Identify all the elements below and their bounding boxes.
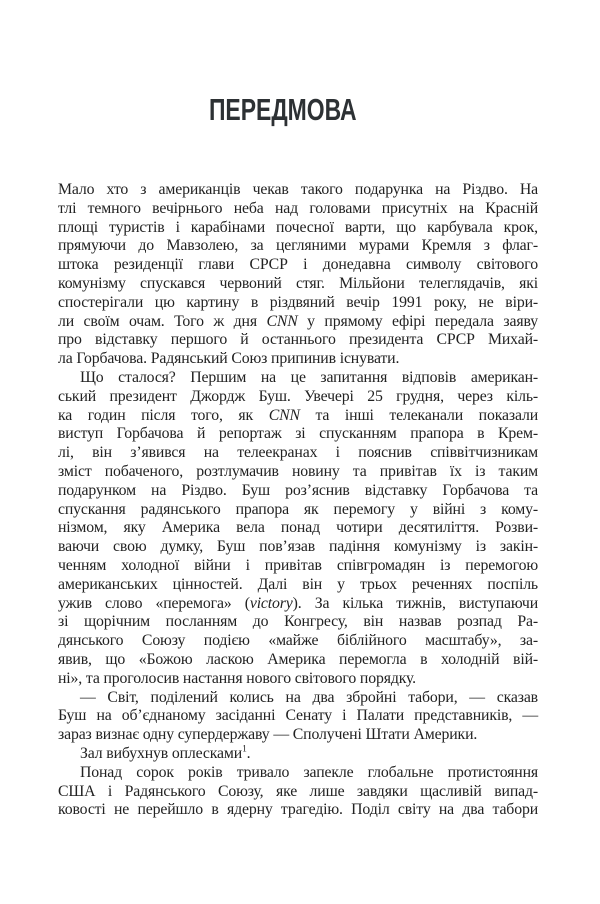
- italic-text: CNN: [266, 312, 298, 330]
- page-body: [58, 181, 538, 820]
- text-line: [58, 294, 538, 313]
- text-run: ський президент Джордж Буш. Увечері 25 грудня, через кіль-: [58, 387, 538, 405]
- text-run: Мало хто з американців чекав такого подарунка на Різдво. На: [58, 181, 538, 198]
- text-run: площі туристів і карабінами почесної варти, що карбувала крок,: [58, 218, 538, 236]
- text-run: зміст побаченого, розтлумачив новину та привітав їх із таким: [58, 462, 538, 480]
- text-run: явив, що «Божою ласкою Америка перемогла в холодній вій-: [58, 650, 538, 668]
- text-line: [58, 407, 538, 426]
- text-run: Що сталося? Першим на це запитання відповів американ-: [80, 368, 538, 386]
- text-line: [58, 369, 538, 388]
- text-run: зі щорічним посланням до Конгресу, він назвав розпад Ра-: [58, 613, 538, 631]
- text-line: [58, 501, 538, 520]
- text-run: спускання радянського прапора як перемогу у війні з кому-: [58, 500, 538, 518]
- text-run: дянського Союзу подією «майже біблійного масштабу», за-: [58, 632, 538, 650]
- text-run: ні», та проголосив настання нового світового порядку.: [58, 669, 416, 687]
- text-run: тлі темного вечірнього неба над головами присутніх на Красній: [58, 199, 538, 217]
- text-run: прямуючи до Мавзолею, за цегляними мурами Кремля з флаг-: [58, 237, 538, 255]
- text-run: ка годин після того, як: [58, 406, 269, 424]
- text-line: [58, 444, 538, 463]
- paragraph: [58, 181, 538, 369]
- text-line: [58, 745, 538, 764]
- paragraph: [58, 369, 538, 689]
- text-run: та інші телеканали показали: [299, 406, 538, 424]
- text-line: [58, 425, 538, 444]
- text-run: подарунком на Різдво. Буш роз’яснив відставку Горбачова та: [58, 481, 538, 499]
- text-line: [58, 256, 538, 275]
- text-run: ли своїм очам. Того ж дня: [58, 312, 267, 330]
- chapter-title-row: [58, 92, 538, 128]
- text-line: [58, 783, 538, 802]
- text-line: [58, 313, 538, 332]
- text-run: — Світ, поділений колись на два збройні табори, — сказав: [80, 688, 538, 706]
- text-run: ужив слово «перемога» (: [58, 594, 250, 612]
- text-run: ). За кілька тижнів, виступаючи: [292, 594, 539, 612]
- text-line: [58, 764, 538, 783]
- italic-text: CNN: [268, 406, 300, 424]
- page-title: ПЕРЕДМОВА: [209, 92, 357, 127]
- text-run: у прямому ефірі передала заяву: [297, 312, 539, 330]
- text-line: [58, 331, 538, 350]
- footnote-marker: 1: [242, 744, 247, 755]
- text-run: зараз визнає одну супердержаву — Сполучені Штати Америки.: [58, 726, 478, 744]
- text-run: про відставку першого й останнього президента СРСР Михай-: [58, 331, 538, 349]
- text-run: американських цінностей. Далі він у трьох реченнях поспіль: [58, 575, 538, 593]
- paragraph: [58, 745, 538, 764]
- text-line: [58, 576, 538, 595]
- text-line: [58, 557, 538, 576]
- text-line: [58, 595, 538, 614]
- text-line: [58, 670, 538, 689]
- text-run: Буш на об’єднаному засіданні Сенату і Палати представників, —: [58, 707, 538, 725]
- text-run: Понад сорок років тривало запекле глобальне протистояння: [80, 763, 538, 781]
- text-line: [58, 275, 538, 294]
- text-run: Зал вибухнув оплесками: [80, 744, 243, 762]
- text-line: [58, 388, 538, 407]
- text-run: ченням холодної війни і привітав співгромадян із перемогою: [58, 556, 538, 574]
- text-line: [58, 219, 538, 238]
- text-run: .: [246, 744, 251, 762]
- text-line: [58, 689, 538, 708]
- text-line: [58, 651, 538, 670]
- text-run: нізмом, яку Америка вела понад чотири десятиліття. Розви-: [58, 519, 538, 537]
- text-run: лі, він з’явився на телеекранах і пояснив співвітчизникам: [58, 444, 538, 462]
- text-line: [58, 463, 538, 482]
- text-line: [58, 350, 538, 369]
- text-run: ковості не перейшло в ядерну трагедію. Поділ світу на два табори: [58, 801, 538, 819]
- text-line: [58, 237, 538, 256]
- text-line: [58, 538, 538, 557]
- text-run: спостерігали цю картину в різдвяний вечір 1991 року, не віри-: [58, 293, 538, 311]
- text-run: штока резиденції глави СРСР і донедавна символу світового: [58, 256, 538, 274]
- text-line: [58, 726, 538, 745]
- text-line: [58, 200, 538, 219]
- text-line: [58, 613, 538, 632]
- text-run: ваючи свою думку, Буш пов’язав падіння комунізму із закін-: [58, 538, 538, 556]
- text-line: [58, 519, 538, 538]
- text-run: США і Радянського Союзу, яке лише завдяки щасливій випад-: [58, 782, 538, 800]
- italic-text: victory: [249, 594, 293, 612]
- text-line: [58, 801, 538, 820]
- text-run: комунізму спускався червоний стяг. Мільйони телеглядачів, які: [58, 274, 538, 292]
- text-line: [58, 181, 538, 200]
- paragraph: [58, 689, 538, 745]
- text-run: ла Горбачова. Радянський Союз припинив існувати.: [58, 350, 400, 368]
- text-line: [58, 632, 538, 651]
- paragraph: [58, 764, 538, 820]
- text-run: виступ Горбачова й репортаж зі спусканням прапора в Крем-: [58, 425, 538, 443]
- text-line: [58, 482, 538, 501]
- text-line: [58, 707, 538, 726]
